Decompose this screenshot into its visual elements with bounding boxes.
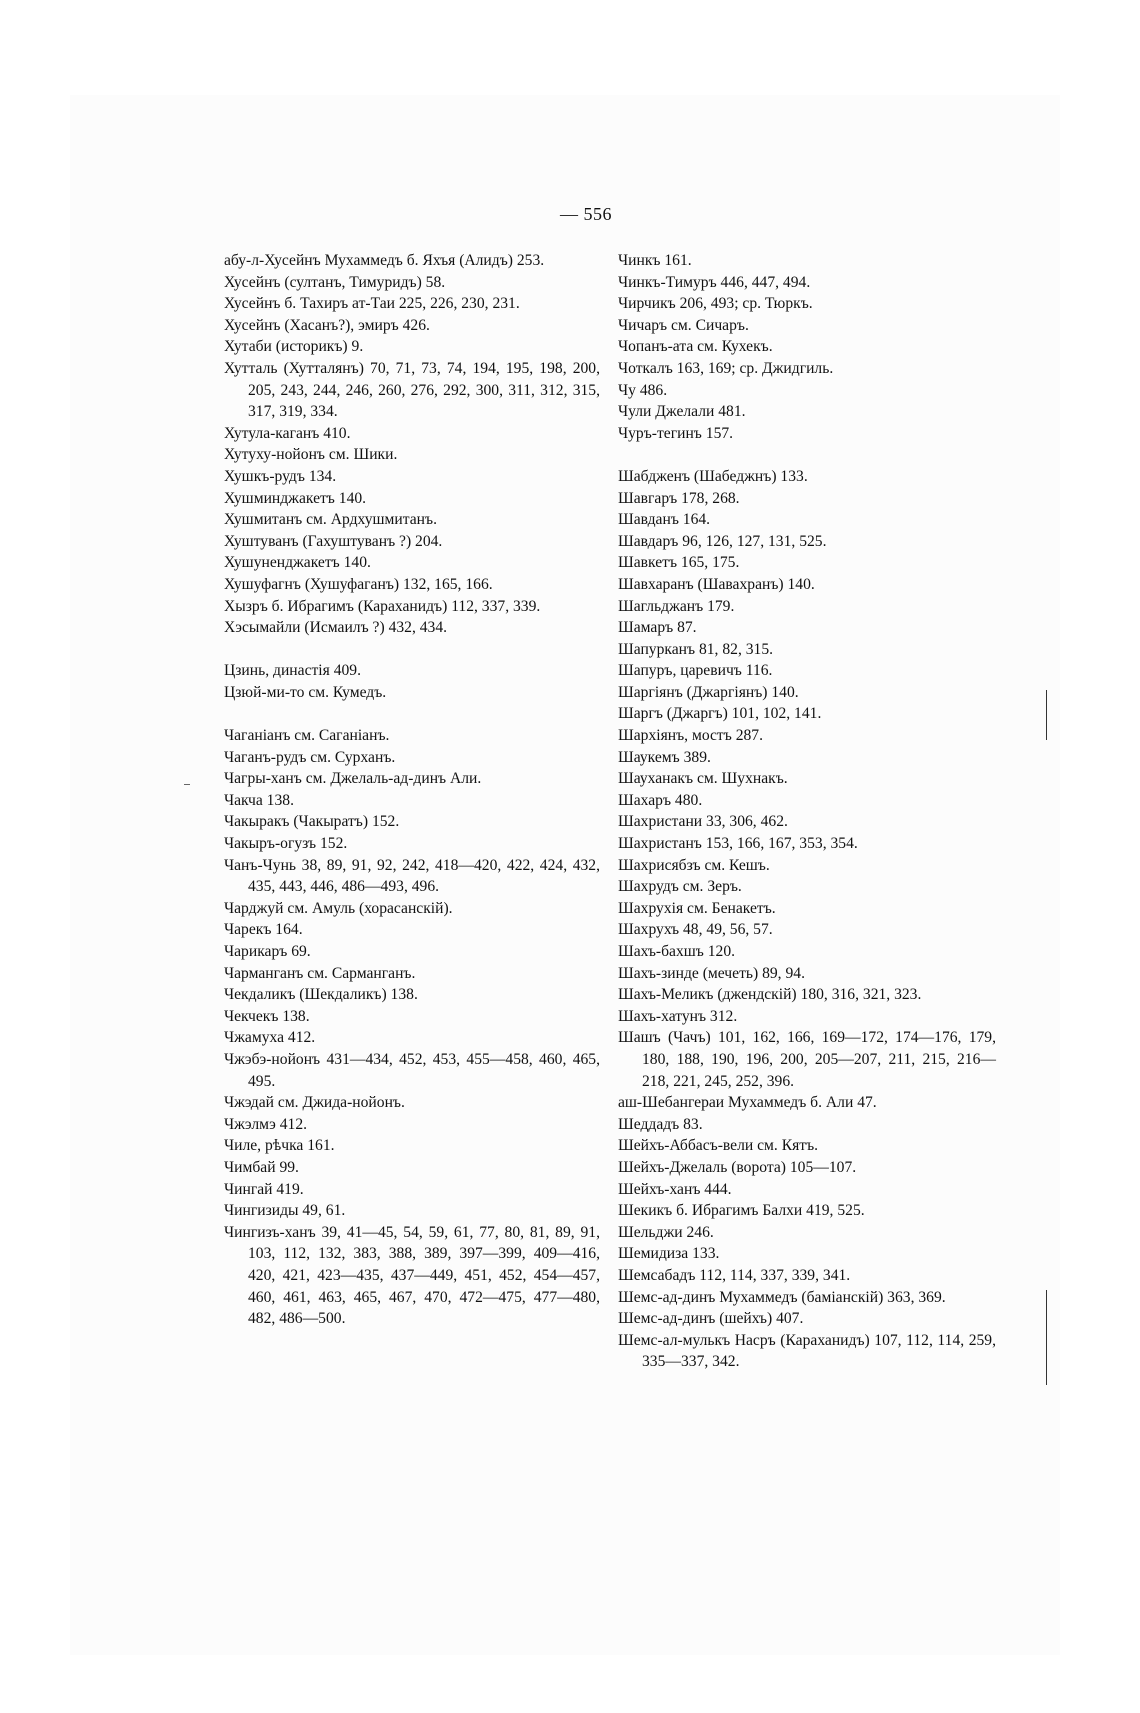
index-entry: Шахъ-Меликъ (джендскій) 180, 316, 321, 323.: [618, 986, 922, 1004]
index-entry: Чаганъ-рудъ см. Сурханъ.: [224, 748, 396, 766]
section-gap: [224, 703, 600, 725]
index-entry: Шаукемъ 389.: [618, 748, 711, 766]
index-entry: Чуръ-тегинъ 157.: [618, 424, 734, 442]
scan-edge-line: [1046, 1290, 1047, 1385]
index-entry: Шавгаръ 178, 268.: [618, 489, 740, 507]
index-entry: Шельджи 246.: [618, 1223, 714, 1241]
scan-edge-line: [1046, 690, 1047, 740]
index-entry: Шемидиза 133.: [618, 1245, 720, 1263]
index-entry: Чанъ-Чунь 38, 89, 91, 92, 242, 418—420, 422, 424, 432, 435, 443, 446, 486—493, 496.: [224, 856, 600, 896]
index-entry: Шахъ-бахшъ 120.: [618, 943, 736, 960]
index-entry: Шемс-ад-динъ Мухаммедъ (баміанскій) 363, 369.: [618, 1288, 946, 1306]
index-entry: Чакыракъ (Чакыратъ) 152.: [224, 813, 400, 831]
index-entry: Чули Джелали 481.: [618, 403, 746, 421]
index-entry: Чжэлмэ 412.: [224, 1115, 308, 1133]
index-entry: Шахъ-зинде (мечеть) 89, 94.: [618, 964, 805, 982]
index-entry: Шемс-ад-динъ (шейхъ) 407.: [618, 1310, 804, 1328]
right-column: [618, 250, 996, 1373]
index-entry: Шемсабадъ 112, 114, 337, 339, 341.: [618, 1266, 851, 1284]
index-entry: Хушкъ-рудъ 134.: [224, 467, 337, 485]
index-entry: Шейхъ-Джелаль (ворота) 105—107.: [618, 1158, 857, 1176]
index-entry: Чагры-ханъ см. Джелаль-ад-динъ Али.: [224, 770, 482, 788]
index-entry: Хушуненджакетъ 140.: [224, 554, 371, 572]
index-entry: Чиле, рѣчка 161.: [224, 1137, 335, 1155]
index-entry: Шавданъ 164.: [618, 511, 711, 529]
index-entry: Хызръ б. Ибрагимъ (Караханидъ) 112, 337, 339.: [224, 597, 541, 615]
index-entry: Шахъ-хатунъ 312.: [618, 1007, 738, 1025]
index-entry: Шахрисябзъ см. Кешъ.: [618, 856, 770, 874]
index-entry: Цзинь, династія 409.: [224, 662, 361, 680]
index-entry: Чаганіанъ см. Саганіанъ.: [224, 727, 390, 745]
index-entry: Шавхаранъ (Шавахранъ) 140.: [618, 575, 815, 593]
left-column: [224, 250, 600, 1330]
index-entry: Чекдаликъ (Шекдаликъ) 138.: [224, 986, 418, 1004]
index-entry: Хусейнъ (султанъ, Тимуридъ) 58.: [224, 273, 446, 291]
index-entry: Хуштуванъ (Гахуштуванъ ?) 204.: [224, 532, 443, 550]
index-entry: Шавкетъ 165, 175.: [618, 554, 740, 572]
index-entry: Хусейнъ б. Тахиръ ат-Таи 225, 226, 230, 231.: [224, 295, 520, 313]
index-entry: Чингизъ-ханъ 39, 41—45, 54, 59, 61, 77, 80, 81, 89, 91, 103, 112, 132, 383, 388, 389, 397—399, 409—416, 420, 421, 423—435, 437—449, 451, 452, 454—457, 460, 461, 463, 465, 467, 470, 472—475, 477—480, 482, 486—500.: [224, 1223, 600, 1328]
index-entry: Шаргъ (Джаргъ) 101, 102, 141.: [618, 705, 822, 723]
index-entry: Шахрухія см. Бенакетъ.: [618, 899, 776, 917]
index-entry: Шабдженъ (Шабеджнъ) 133.: [618, 467, 808, 485]
index-entry: Чу 486.: [618, 381, 668, 399]
index-entry: Шашъ (Чачъ) 101, 162, 166, 169—172, 174—176, 179, 180, 188, 190, 196, 200, 205—207, 211, 215, 216—218, 221, 245, 252, 396.: [618, 1029, 996, 1090]
index-entry: Хутаби (историкъ) 9.: [224, 338, 364, 356]
index-entry: Хутталь (Хутталянъ) 70, 71, 73, 74, 194, 195, 198, 200, 205, 243, 244, 246, 260, 276, 292, 300, 311, 312, 315, 317, 319, 334.: [224, 359, 600, 421]
index-entry: Чингай 419.: [224, 1180, 304, 1198]
index-entry: Чарманганъ см. Сарманганъ.: [224, 964, 416, 982]
index-entry: Чекчекъ 138.: [224, 1007, 310, 1025]
index-entry: Хутула-каганъ 410.: [224, 424, 351, 442]
index-entry: Чжэдай см. Джида-нойонъ.: [224, 1094, 405, 1112]
index-entry: Хэсымайли (Исмаилъ ?) 432, 434.: [224, 619, 448, 637]
index-entry: Чопанъ-ата см. Кухекъ.: [618, 338, 773, 356]
index-entry: Шархіянъ, мостъ 287.: [618, 727, 763, 745]
index-entry: Шамаръ 87.: [618, 619, 697, 637]
index-entry: Шапуръ, царевичъ 116.: [618, 662, 773, 680]
index-entry: Шапурканъ 81, 82, 315.: [618, 640, 774, 658]
index-entry: Шахаръ 480.: [618, 791, 703, 809]
index-entry: Хушминджакетъ 140.: [224, 489, 367, 507]
index-entry: Чарекъ 164.: [224, 921, 303, 939]
index-entry: Шейхъ-ханъ 444.: [618, 1180, 732, 1198]
index-entry: Хушуфагнъ (Хушуфаганъ) 132, 165, 166.: [224, 575, 493, 593]
index-entry: Чирчикъ 206, 493; ср. Тюркъ.: [618, 295, 813, 313]
index-entry: Шекикъ б. Ибрагимъ Балхи 419, 525.: [618, 1202, 865, 1220]
index-entry: Чинкъ 161.: [618, 252, 692, 269]
index-entry: Шаргіянъ (Джаргіянъ) 140.: [618, 683, 799, 701]
index-entry: аш-Шебангераи Мухаммедъ б. Али 47.: [618, 1094, 877, 1112]
index-entry: Чарикаръ 69.: [224, 943, 311, 960]
index-entry: Чоткалъ 163, 169; ср. Джидгиль.: [618, 359, 834, 377]
scan-mark: [184, 784, 190, 785]
index-entry: Чимбай 99.: [224, 1158, 299, 1176]
index-entry: Шауханакъ см. Шухнакъ.: [618, 770, 788, 788]
index-entry: Чжэбэ-нойонъ 431—434, 452, 453, 455—458, 460, 465, 495.: [224, 1050, 600, 1090]
index-entry: Шахристанъ 153, 166, 167, 353, 354.: [618, 835, 858, 853]
index-entry: Шейхъ-Аббасъ-вели см. Кятъ.: [618, 1137, 819, 1155]
index-entry: Чичаръ см. Сичаръ.: [618, 316, 749, 334]
index-entry: Шеддадъ 83.: [618, 1115, 703, 1133]
index-entry: Цзюй-ми-то см. Кумедъ.: [224, 683, 387, 701]
index-entry: Шахристани 33, 306, 462.: [618, 813, 788, 831]
section-gap: [618, 444, 996, 466]
index-entry: Чингизиды 49, 61.: [224, 1202, 346, 1220]
page-number: — 556: [560, 204, 612, 224]
index-entry: Чакча 138.: [224, 791, 294, 809]
section-gap: [224, 639, 600, 661]
index-entry: Шахрухъ 48, 49, 56, 57.: [618, 921, 773, 939]
index-entry: Шавдаръ 96, 126, 127, 131, 525.: [618, 532, 827, 550]
index-entry: Хушмитанъ см. Ардхушмитанъ.: [224, 511, 437, 529]
index-entry: Хутуху-нойонъ см. Шики.: [224, 446, 398, 464]
index-entry: Чарджуй см. Амуль (хорасанскій).: [224, 899, 453, 917]
index-entry: абу-л-Хусейнъ Мухаммедъ б. Яхъя (Алидъ) 253.: [224, 252, 545, 269]
index-entry: Хусейнъ (Хасанъ?), эмиръ 426.: [224, 316, 430, 334]
index-entry: Шахрудъ см. Зеръ.: [618, 878, 742, 896]
index-entry: Чинкъ-Тимуръ 446, 447, 494.: [618, 273, 811, 291]
index-entry: Шагльджанъ 179.: [618, 597, 735, 615]
index-entry: Шемс-ал-мулькъ Насръ (Караханидъ) 107, 112, 114, 259, 335—337, 342.: [618, 1331, 996, 1371]
index-entry: Чжамуха 412.: [224, 1029, 316, 1047]
index-entry: Чакыръ-огузъ 152.: [224, 835, 348, 853]
